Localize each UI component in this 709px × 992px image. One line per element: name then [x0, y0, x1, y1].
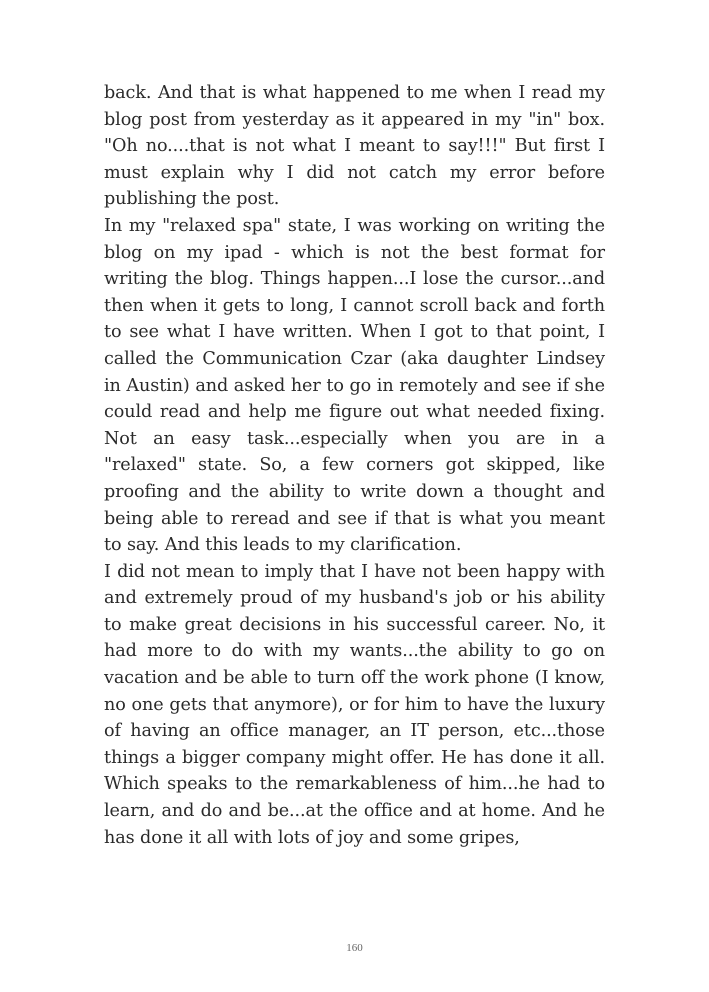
page-number: 160: [346, 942, 363, 954]
paragraph-3: I did not mean to imply that I have not been happy with and extremely proud of my husband's job or his ability to make great decisions in his successful career. No, it had more to do with my wants...the ability to go on vacation and be able to turn off the work phone (I know, no one gets that anymore), or for him to have the luxury of having an office manager, an IT person, etc...those things a bigger company might offer. He has done it all. Which speaks to the remarkableness of him...he had to learn, and do and be...at the office and at home. And he has done it all with lots of joy and some gripes,: [104, 561, 605, 848]
body-text: [104, 80, 605, 851]
paragraph-1: back. And that is what happened to me when I read my blog post from yesterday as it appeared in my "in" box. "Oh no....that is not what I meant to say!!!" But first I must explain why I did not catch my error before publishing the post.: [104, 83, 605, 210]
paragraph-2: In my "relaxed spa" state, I was working on writing the blog on my ipad - which is not the best format for writing the blog. Things happen...I lose the cursor...and then when it gets to long, I cannot scroll back and forth to see what I have written. When I got to that point, I called the Communication Czar (aka daughter Lindsey in Austin) and asked her to go in remotely and see if she could read and help me figure out what needed fixing. Not an easy task...especially when you are in a "relaxed" state. So, a few corners got skipped, like proofing and the ability to write down a thought and being able to reread and see if that is what you meant to say. And this leads to my clarification.: [104, 215, 605, 556]
